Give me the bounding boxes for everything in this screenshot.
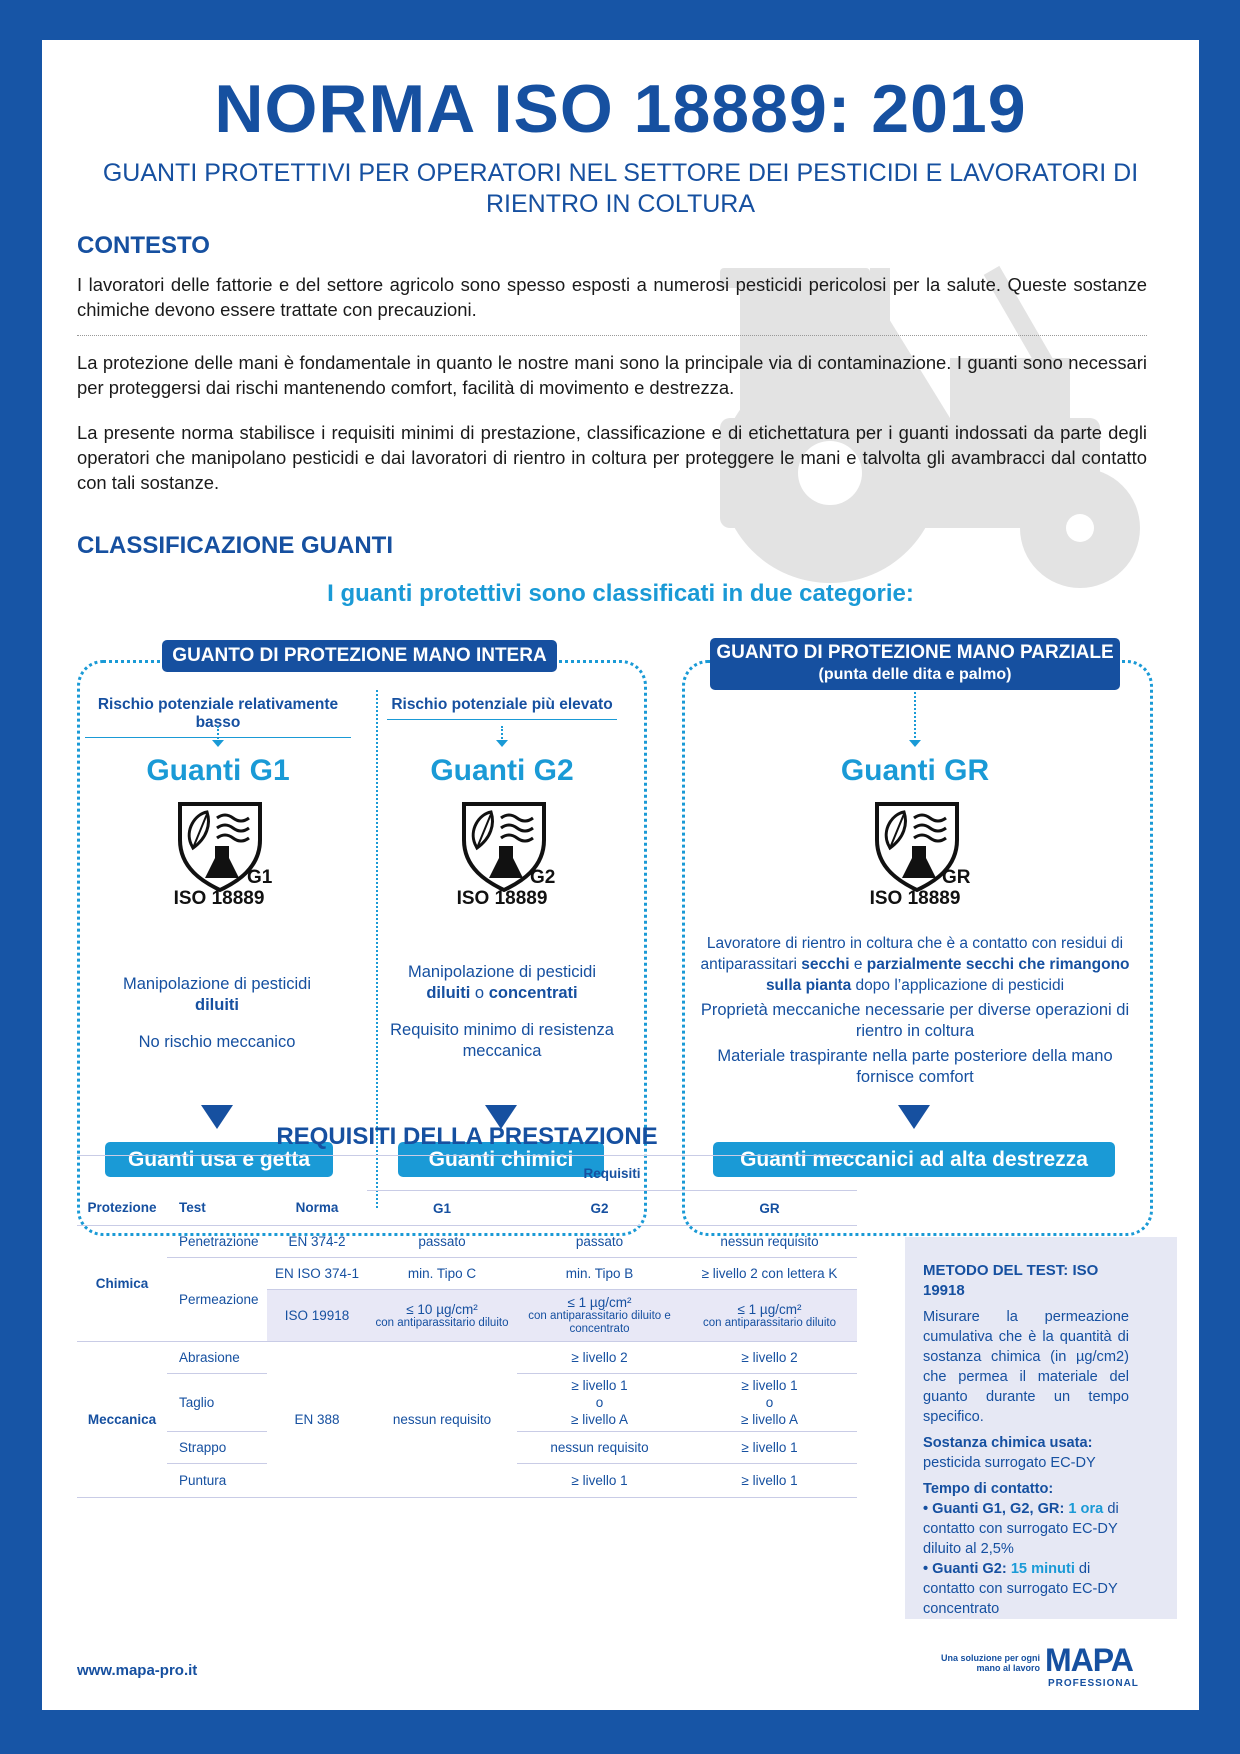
norma-iso19918: ISO 19918 (267, 1290, 367, 1342)
row-meccanica: Meccanica (77, 1342, 167, 1498)
g1-desc-line: Manipolazione di pesticidi (122, 975, 312, 993)
g2-desc-line: Manipolazione di pesticidi (407, 963, 597, 981)
col-g2: G2 (590, 1200, 609, 1216)
brand-tagline: Una soluzione per ogni mano al lavoro (940, 1653, 1040, 1673)
blank-head (77, 1156, 367, 1191)
g1-meccanica: nessun requisito (367, 1342, 517, 1498)
norma-en388: EN 388 (267, 1342, 367, 1498)
g2-description (382, 962, 622, 1062)
g1-iso-label: ISO 18889 (173, 888, 265, 909)
test-penetrazione: Penetrazione (179, 1234, 259, 1249)
g2-taglio (517, 1374, 682, 1432)
mano-parziale-badge (710, 638, 1120, 690)
gr-desc-1c: e (849, 956, 867, 973)
g2-abrasione: ≥ livello 2 (517, 1342, 682, 1374)
metodo-b2-time: 15 minuti (1010, 1561, 1075, 1577)
metodo-b1-label: • Guanti G1, G2, GR: (923, 1501, 1069, 1517)
norma-eniso3741: EN ISO 374-1 (267, 1258, 367, 1290)
gr-desc-contact (692, 933, 1138, 996)
gr-strappo: ≥ livello 1 (682, 1432, 857, 1464)
gr-iso-label: ISO 18889 (869, 888, 961, 909)
g1-risk-label: Rischio potenziale relativamente basso (85, 696, 351, 738)
poster (42, 40, 1199, 1710)
contesto-paragraph-1: I lavoratori delle fattorie e del settore agricolo sono spesso esposti a numerosi pesticidi pericolosi per la salute. Queste sostanze chimiche devono essere trattate con precauzioni. (77, 274, 1147, 320)
metodo-b2-label: • Guanti G2: (923, 1561, 1011, 1577)
contesto-heading: CONTESTO (77, 232, 210, 259)
g2-perm-value: ≤ 1 µg/cm² (567, 1295, 632, 1310)
gr-tipo: ≥ livello 2 con lettera K (682, 1258, 857, 1290)
gr-desc-mech: Proprietà meccaniche necessarie per diverse operazioni di rientro in coltura (700, 1001, 1130, 1040)
g1-result-pill: Guanti usa e getta (105, 1142, 333, 1177)
g2-desc-concentrati: concentrati (488, 984, 578, 1002)
g2-name: Guanti G2 (430, 754, 574, 787)
metodo-description: Misurare la permeazione cumulativa che è la quantità di sostanza chimica (in µg/cm2) che permea il materiale del guanto durante un tempo specifico. (923, 1309, 1129, 1425)
test-puntura: Puntura (167, 1464, 267, 1498)
col-norma: Norma (295, 1200, 339, 1216)
gr-desc-1d: parzialmente secchi che rimangono sulla pianta (765, 956, 1130, 994)
g2-iso-label: ISO 18889 (456, 888, 548, 909)
metodo-sostanza-value: pesticida surrogato EC-DY (923, 1455, 1096, 1471)
brand-logo-subtitle: PROFESSIONAL (1048, 1678, 1139, 1689)
g1-desc-bold: diluiti (195, 996, 239, 1014)
gr-taglio (682, 1374, 857, 1432)
gr-result-pill: Guanti meccanici ad alta destrezza (713, 1142, 1115, 1177)
col-g1: G1 (432, 1200, 451, 1216)
g1-permeazione (367, 1290, 517, 1342)
mano-parziale-title: GUANTO DI PROTEZIONE MANO PARZIALE (716, 642, 1114, 663)
metodo-bullet-1 (923, 1499, 1129, 1559)
g1-perm-note: con antiparassitario diluito (375, 1316, 509, 1329)
requisiti-table (77, 1155, 857, 1498)
row-chimica: Chimica (77, 1226, 167, 1342)
metodo-sostanza-label: Sostanza chimica usata: (923, 1435, 1093, 1451)
requisiti-title: REQUISITI DELLA PRESTAZIONE (276, 1123, 658, 1150)
gr-puntura: ≥ livello 1 (682, 1464, 857, 1498)
metodo-b2-text: di contatto con surrogato EC-DY concentrato (923, 1561, 1118, 1617)
metodo-content (923, 1261, 1129, 1619)
g2-penetrazione: passato (575, 1234, 624, 1249)
g2-desc-mech: Requisito minimo di resistenza meccanica (390, 1021, 614, 1060)
page-title: NORMA ISO 18889: 2019 (214, 71, 1027, 147)
g2-perm-note: con antiparassitario diluito e concentrato (528, 1310, 671, 1335)
gr-desc-1e: dopo l’applicazione di pesticidi (851, 977, 1065, 994)
col-test: Test (179, 1200, 206, 1216)
gr-desc-comfort: Materiale traspirante nella parte posteriore della mano fornisce comfort (717, 1047, 1113, 1086)
gr-code: GR (942, 867, 971, 888)
metodo-title: METODO DEL TEST: ISO 19918 (923, 1262, 1099, 1299)
metodo-box (905, 1237, 1177, 1619)
divider (77, 335, 1147, 336)
mano-parziale-subtitle: (punta delle dita e palmo) (818, 666, 1012, 683)
gr-arrow-tip (909, 740, 921, 747)
contesto-paragraph-2: La protezione delle mani è fondamentale in quanto le nostre mani sono la principale via di contaminazione. I guanti sono necessari per proteggersi dai rischi mantenendo comfort, facilità di movimento e destrezza. (77, 352, 1147, 398)
col-protezione: Protezione (87, 1200, 157, 1216)
g2-taglio-o: o (595, 1395, 604, 1410)
g2-taglio-1: ≥ livello 1 (571, 1378, 628, 1393)
test-abrasione: Abrasione (167, 1342, 267, 1374)
g2-risk-label: Rischio potenziale più elevato (387, 696, 617, 720)
metodo-sostanza (923, 1433, 1129, 1473)
g1-perm-value: ≤ 10 µg/cm² (406, 1301, 478, 1317)
metodo-tempo-heading: Tempo di contatto: (923, 1481, 1054, 1497)
brand-logo: MAPA (1045, 1642, 1133, 1678)
g1-code: G1 (247, 867, 273, 888)
test-taglio: Taglio (167, 1374, 267, 1432)
g2-strappo: nessun requisito (517, 1432, 682, 1464)
g2-arrow-tip (496, 740, 508, 747)
g1-description (82, 974, 352, 1053)
gr-perm-value: ≤ 1 µg/cm² (737, 1301, 802, 1317)
gr-penetrazione: nessun requisito (720, 1234, 819, 1249)
gr-taglio-o: o (765, 1395, 774, 1410)
gr-description (692, 933, 1138, 1088)
contesto-paragraph-3: La presente norma stabilisce i requisiti minimi di prestazione, classificazione e di etichettatura per i guanti indossati da parte degli operatori che manipolano pesticidi e dai lavoratori di rientro in coltura per proteggere le mani e talvolta gli avambracci dal contatto con tali sostanze. (77, 422, 1147, 493)
metodo-b1-time: 1 ora (1068, 1501, 1104, 1517)
g1-arrow-tip (212, 740, 224, 747)
mano-intera-badge: GUANTO DI PROTEZIONE MANO INTERA (162, 640, 557, 672)
g2-code: G2 (530, 867, 556, 888)
g2-permeazione (517, 1290, 682, 1342)
gr-desc-1b: secchi (801, 956, 850, 973)
norma-en3742: EN 374-2 (288, 1234, 346, 1249)
g1-tipo: min. Tipo C (367, 1258, 517, 1290)
gr-down-arrow (914, 692, 918, 742)
gr-desc-1a: Lavoratore di rientro in coltura che è a contatto con residui di antiparassitari (700, 935, 1124, 973)
requisiti-head: Requisiti (367, 1156, 857, 1191)
classificazione-heading: CLASSIFICAZIONE GUANTI (77, 532, 393, 559)
metodo-bullet-2 (923, 1559, 1129, 1619)
test-permeazione: Permeazione (167, 1258, 267, 1342)
g2-desc-o: o (470, 984, 489, 1002)
g2-puntura: ≥ livello 1 (517, 1464, 682, 1498)
metodo-tempo-label (923, 1479, 1129, 1499)
gr-taglio-a: ≥ livello A (741, 1412, 798, 1427)
metodo-b1-text: di contatto con surrogato EC-DY diluito al 2,5% (923, 1501, 1119, 1557)
gr-taglio-1: ≥ livello 1 (741, 1378, 798, 1393)
col-gr: GR (759, 1200, 780, 1216)
g2-tipo: min. Tipo B (517, 1258, 682, 1290)
g2-result-pill: Guanti chimici (398, 1142, 604, 1177)
classificazione-caption: I guanti protettivi sono classificati in due categorie: (327, 580, 914, 607)
footer-website-link[interactable]: www.mapa-pro.it (77, 1662, 198, 1679)
gr-name: Guanti GR (840, 754, 990, 787)
g2-taglio-a: ≥ livello A (571, 1412, 628, 1427)
g2-desc-diluiti: diluiti (426, 984, 471, 1002)
g1-penetrazione: passato (418, 1234, 466, 1249)
g1-desc-mech: No rischio meccanico (138, 1033, 296, 1051)
gr-abrasione: ≥ livello 2 (682, 1342, 857, 1374)
page-subtitle: GUANTI PROTETTIVI PER OPERATORI NEL SETTORE DEI PESTICIDI E LAVORATORI DI RIENTRO IN COLTURA (102, 159, 1139, 218)
g1-name: Guanti G1 (146, 754, 290, 787)
test-strappo: Strappo (167, 1432, 267, 1464)
gr-perm-note: con antiparassitario diluito (703, 1316, 836, 1329)
gr-permeazione (682, 1290, 857, 1342)
gr-result-arrow (898, 1105, 930, 1129)
